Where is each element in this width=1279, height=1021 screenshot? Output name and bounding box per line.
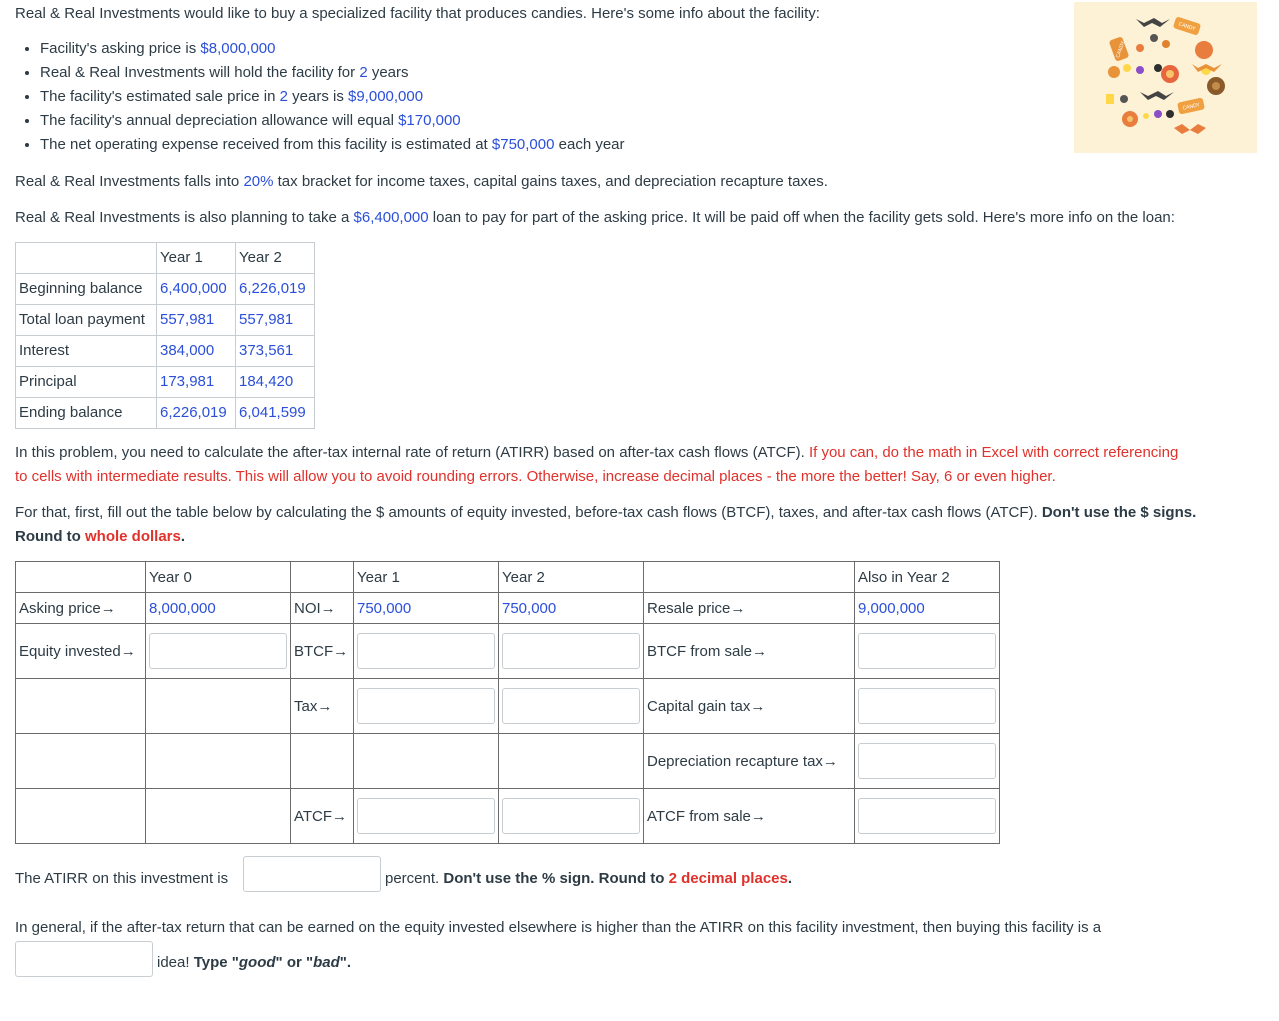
- atirr-question-suffix: percent. Don't use the % sign. Round to 2 decimal places.: [385, 870, 793, 887]
- asking-price-label: Asking price→: [16, 593, 146, 624]
- intro-text: Real & Real Investments would like to buy a specialized facility that produces candies. Here's some info about the facility:: [15, 5, 820, 22]
- loan-header-cell: Year 2: [236, 243, 315, 274]
- capital-gain-tax-label: Capital gain tax→: [644, 679, 855, 734]
- tax-label: Tax→: [291, 679, 354, 734]
- also-year2-header: Also in Year 2: [855, 562, 1000, 593]
- table-row: [16, 562, 1000, 593]
- list-item: • Real & Real Investments will hold the facility for 2 years: [40, 61, 625, 85]
- list-item: • The net operating expense received from this facility is estimated at $750,000 each year: [40, 133, 625, 157]
- equity-invested-label: Equity invested→: [16, 624, 146, 679]
- atcf-label: ATCF→: [291, 789, 354, 844]
- atirr-question-label: The ATIRR on this investment is: [15, 870, 229, 887]
- table-row: [16, 336, 315, 367]
- tax-year2-input[interactable]: [502, 688, 640, 724]
- good-bad-input[interactable]: [15, 941, 153, 977]
- noi-year1-value: 750,000: [354, 593, 499, 624]
- loan-header-cell: [16, 243, 157, 274]
- loan-table: [15, 242, 315, 429]
- fill-instructions-line1: For that, first, fill out the table below by calculating the $ amounts of equity invested, before-tax cash flows (BTCF), taxes, and after-tax cash flows (ATCF). Don't use the $ signs.: [15, 504, 1197, 521]
- depreciation-recapture-tax-input[interactable]: [858, 743, 996, 779]
- general-question-text: In general, if the after-tax return that can be earned on the equity invested elsewhere is higher than the ATIRR on this facility investment, then buying this facility is a: [15, 919, 1102, 936]
- atcf-year1-input[interactable]: [357, 798, 495, 834]
- candy-illustration: [1074, 2, 1257, 153]
- svg-text:CANDY: CANDY: [1115, 40, 1127, 59]
- table-row: [16, 789, 1000, 844]
- btcf-year2-input[interactable]: [502, 633, 640, 669]
- loan-value-cell: 6,226,019: [157, 398, 236, 429]
- year1-header: Year 1: [354, 562, 499, 593]
- loan-header-cell: Year 1: [157, 243, 236, 274]
- loan-label-cell: Total loan payment: [16, 305, 157, 336]
- loan-text: Real & Real Investments is also planning to take a $6,400,000 loan to pay for part of the asking price. It will be paid off when the facility gets sold. Here's more info on the loan:: [15, 209, 1175, 226]
- atirr-instructions-line1: In this problem, you need to calculate the after-tax internal rate of return (ATIRR) based on after-tax cash flows (ATCF). If you can, do the math in Excel with correct referencing: [15, 444, 1179, 461]
- table-row: [16, 398, 315, 429]
- capital-gain-tax-input[interactable]: [858, 688, 996, 724]
- loan-value-cell: 384,000: [157, 336, 236, 367]
- resale-price-value: 9,000,000: [855, 593, 1000, 624]
- general-question-suffix: idea! Type "good" or "bad".: [157, 954, 352, 971]
- loan-label-cell: Ending balance: [16, 398, 157, 429]
- table-row: [16, 679, 1000, 734]
- loan-label-cell: Beginning balance: [16, 274, 157, 305]
- fill-instructions-line2: Round to whole dollars.: [15, 528, 186, 545]
- list-item: • The facility's estimated sale price in 2 years is $9,000,000: [40, 85, 625, 109]
- table-row: [16, 624, 1000, 679]
- btcf-year1-input[interactable]: [357, 633, 495, 669]
- atcf-sale-input[interactable]: [858, 798, 996, 834]
- table-row: [16, 734, 1000, 789]
- table-row: [16, 243, 315, 274]
- loan-value-cell: 6,226,019: [236, 274, 315, 305]
- table-row: [16, 305, 315, 336]
- equity-invested-input[interactable]: [149, 633, 287, 669]
- table-row: [16, 274, 315, 305]
- candy-circle-icon: [1106, 16, 1225, 134]
- year2-header: Year 2: [499, 562, 644, 593]
- loan-value-cell: 6,400,000: [157, 274, 236, 305]
- loan-value-cell: 6,041,599: [236, 398, 315, 429]
- btcf-sale-input[interactable]: [858, 633, 996, 669]
- facility-facts-list: [15, 37, 625, 157]
- cash-flow-table: [15, 561, 1000, 844]
- list-item: • Facility's asking price is $8,000,000: [40, 37, 625, 61]
- list-item: • The facility's annual depreciation allowance will equal $170,000: [40, 109, 625, 133]
- depreciation-recapture-tax-label: Depreciation recapture tax→: [644, 734, 855, 789]
- noi-label: NOI→: [291, 593, 354, 624]
- loan-value-cell: 557,981: [157, 305, 236, 336]
- svg-text:CANDY: CANDY: [1177, 21, 1196, 33]
- year0-header: Year 0: [146, 562, 291, 593]
- table-row: [16, 593, 1000, 624]
- atirr-input[interactable]: [243, 856, 381, 892]
- noi-year2-value: 750,000: [499, 593, 644, 624]
- asking-price-value: 8,000,000: [146, 593, 291, 624]
- tax-year1-input[interactable]: [357, 688, 495, 724]
- btcf-sale-label: BTCF from sale→: [644, 624, 855, 679]
- tax-bracket-text: Real & Real Investments falls into 20% tax bracket for income taxes, capital gains taxes, and depreciation recapture taxes.: [15, 173, 828, 190]
- atcf-sale-label: ATCF from sale→: [644, 789, 855, 844]
- loan-value-cell: 173,981: [157, 367, 236, 398]
- loan-label-cell: Interest: [16, 336, 157, 367]
- atirr-instructions-line2: to cells with intermediate results. This will allow you to avoid rounding errors. Otherwise, increase decimal places - the more the better! Say, 6 or even higher.: [15, 468, 1056, 485]
- loan-value-cell: 184,420: [236, 367, 315, 398]
- resale-price-label: Resale price→: [644, 593, 855, 624]
- svg-text:CANDY: CANDY: [1182, 102, 1201, 112]
- table-row: [16, 367, 315, 398]
- loan-value-cell: 557,981: [236, 305, 315, 336]
- atcf-year2-input[interactable]: [502, 798, 640, 834]
- btcf-label: BTCF→: [291, 624, 354, 679]
- loan-label-cell: Principal: [16, 367, 157, 398]
- loan-value-cell: 373,561: [236, 336, 315, 367]
